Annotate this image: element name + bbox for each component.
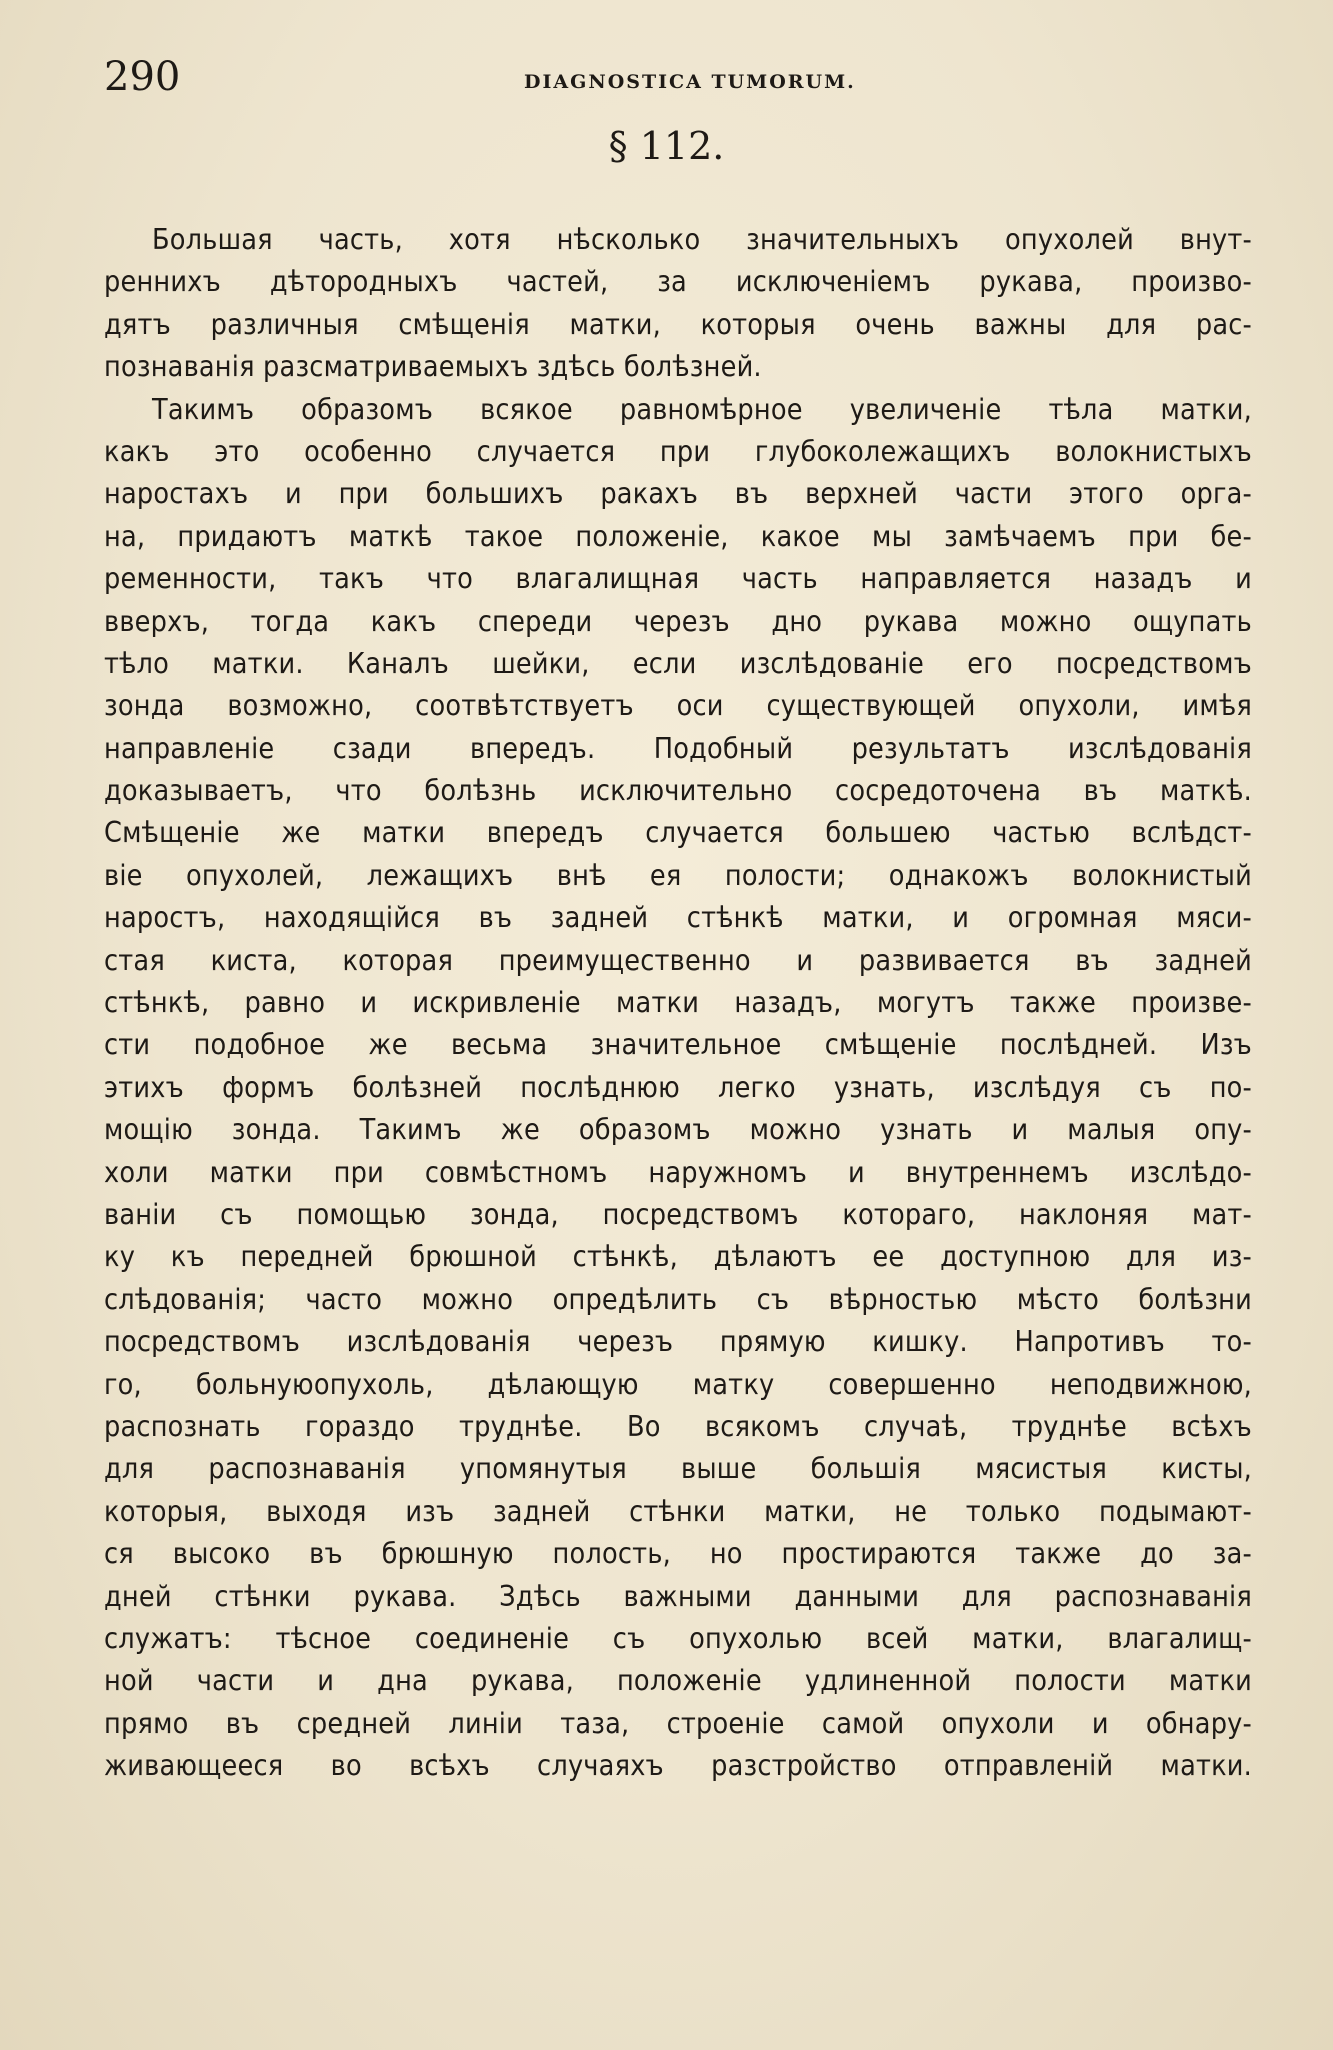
running-head: DIAGNOSTICA TUMORUM. <box>524 71 856 93</box>
section-heading: § 112. <box>608 124 725 168</box>
text-line: сти подобное же весьма значительное смѣщенiе послѣдней. Изъ <box>104 1028 1252 1062</box>
paragraph-2 <box>104 389 1252 1788</box>
paragraph-1 <box>104 219 1252 389</box>
text-line: направленiе сзади впередъ. Подобный результатъ изслѣдованiя <box>104 731 1252 765</box>
text-line: доказываетъ, что болѣзнь исключительно сосредоточена въ маткѣ. <box>104 774 1252 808</box>
text-line: слѣдованiя; часто можно опредѣлить съ вѣрностью мѣсто болѣзни <box>104 1282 1252 1316</box>
text-line: дней стѣнки рукава. Здѣсь важными данными для распознаванiя <box>104 1579 1252 1613</box>
text-line: для распознаванiя упомянутыя выше большiя мясистыя кисты, <box>104 1452 1252 1486</box>
text-line: вверхъ, тогда какъ спереди черезъ дно рукава можно ощупать <box>104 604 1252 638</box>
text-line: ку къ передней брюшной стѣнкѣ, дѣлаютъ ее доступною для из- <box>104 1240 1252 1274</box>
text-line: познаванiя разсматриваемыхъ здѣсь болѣзней. <box>104 350 762 384</box>
text-line: распознать гораздо труднѣе. Во всякомъ случаѣ, труднѣе всѣхъ <box>104 1409 1252 1443</box>
text-line: прямо въ средней линiи таза, строенiе самой опухоли и обнару- <box>104 1706 1252 1740</box>
text-line: тѣло матки. Каналъ шейки, если изслѣдованiе его посредствомъ <box>104 646 1252 680</box>
text-line: мощiю зонда. Такимъ же образомъ можно узнать и малыя опу- <box>104 1113 1252 1147</box>
text-line: наростъ, находящiйся въ задней стѣнкѣ матки, и огромная мяси- <box>104 901 1252 935</box>
text-line: наростахъ и при большихъ ракахъ въ верхней части этого орга- <box>104 477 1252 511</box>
text-line: го, больнуюопухоль, дѣлающую матку совершенно неподвижною, <box>104 1367 1252 1401</box>
body-text <box>104 219 1252 1787</box>
page-header <box>104 52 1254 102</box>
text-line: дятъ различныя смѣщенiя матки, которыя очень важны для рас- <box>104 307 1252 341</box>
text-line: стая киста, которая преимущественно и развивается въ задней <box>104 943 1252 977</box>
text-line: ременности, такъ что влагалищная часть направляется назадъ и <box>104 562 1252 596</box>
text-line: Смѣщенiе же матки впередъ случается большею частью вслѣдст- <box>104 816 1252 850</box>
page-number: 290 <box>104 54 181 100</box>
text-line: ной части и дна рукава, положенiе удлиненной полости матки <box>104 1664 1252 1698</box>
text-line: реннихъ дѣтородныхъ частей, за исключенiемъ рукава, произво- <box>104 265 1252 299</box>
text-line: посредствомъ изслѣдованiя черезъ прямую кишку. Напротивъ то- <box>104 1325 1252 1359</box>
text-line: зонда возможно, соотвѣтствуетъ оси существующей опухоли, имѣя <box>104 689 1252 723</box>
text-line: стѣнкѣ, равно и искривленiе матки назадъ, могутъ также произве- <box>104 986 1252 1020</box>
text-line: служатъ: тѣсное соединенiе съ опухолью всей матки, влагалищ- <box>104 1621 1252 1655</box>
text-line: на, придаютъ маткѣ такое положенiе, какое мы замѣчаемъ при бе- <box>104 519 1252 553</box>
text-line: Такимъ образомъ всякое равномѣрное увеличенiе тѣла матки, <box>152 392 1252 426</box>
text-line: которыя, выходя изъ задней стѣнки матки, не только подымают- <box>104 1494 1252 1528</box>
text-line: этихъ формъ болѣзней послѣднюю легко узнать, изслѣдуя съ по- <box>104 1070 1252 1104</box>
text-line: ся высоко въ брюшную полость, но простираются также до за- <box>104 1537 1252 1571</box>
text-line: ванiи съ помощью зонда, посредствомъ котораго, наклоняя мат- <box>104 1197 1252 1231</box>
text-line: Большая часть, хотя нѣсколько значительныхъ опухолей внут- <box>152 223 1252 256</box>
text-line: вiе опухолей, лежащихъ внѣ ея полости; однакожъ волокнистый <box>104 858 1252 892</box>
text-line: холи матки при совмѣстномъ наружномъ и внутреннемъ изслѣдо- <box>104 1155 1252 1189</box>
text-line: живающееся во всѣхъ случаяхъ разстройство отправленiй матки. <box>104 1749 1252 1783</box>
text-line: какъ это особенно случается при глубоколежащихъ волокнистыхъ <box>104 434 1252 468</box>
